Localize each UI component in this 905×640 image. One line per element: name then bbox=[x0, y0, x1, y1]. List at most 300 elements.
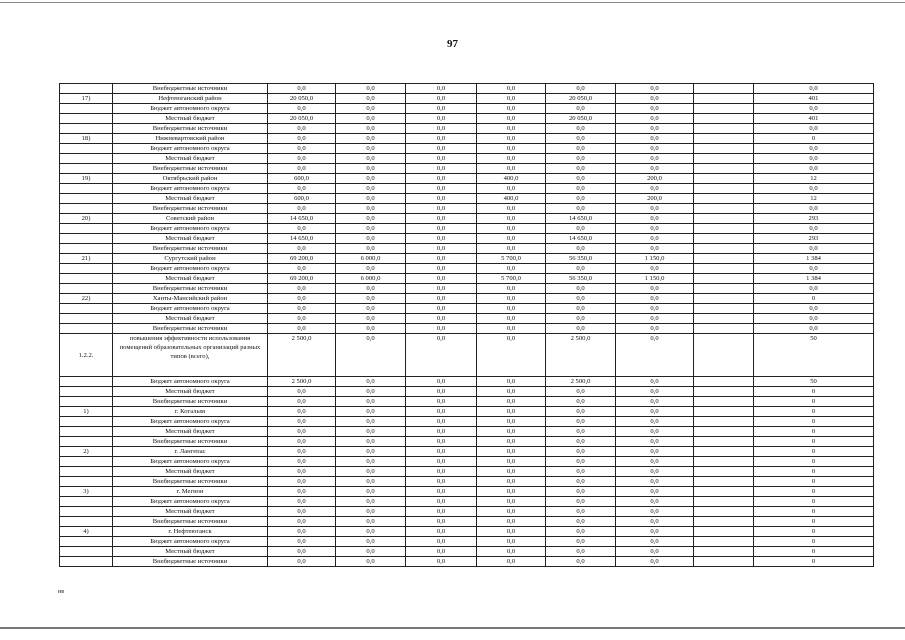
cell-v3: 0,0 bbox=[406, 254, 477, 264]
cell-v6: 0,0 bbox=[616, 164, 694, 174]
cell-v7 bbox=[694, 224, 754, 234]
cell-v7 bbox=[694, 457, 754, 467]
cell-v7 bbox=[694, 94, 754, 104]
cell-v4: 0,0 bbox=[477, 124, 546, 134]
cell-v1: 0,0 bbox=[268, 547, 336, 557]
cell-v2: 0,0 bbox=[336, 467, 406, 477]
table-row bbox=[60, 314, 874, 324]
row-code bbox=[60, 314, 113, 324]
cell-v4: 0,0 bbox=[477, 104, 546, 114]
cell-v8: 1 384 bbox=[754, 254, 874, 264]
row-name: г. Лангепас bbox=[113, 447, 268, 457]
cell-v6: 0,0 bbox=[616, 84, 694, 94]
cell-v1: 2 500,0 bbox=[268, 334, 336, 377]
cell-v4: 0,0 bbox=[477, 497, 546, 507]
cell-v7 bbox=[694, 164, 754, 174]
cell-v7 bbox=[694, 477, 754, 487]
cell-v4: 0,0 bbox=[477, 234, 546, 244]
cell-v7 bbox=[694, 134, 754, 144]
cell-v1: 600,0 bbox=[268, 174, 336, 184]
table-body-section-1-2-2 bbox=[60, 334, 874, 377]
cell-v2: 0,0 bbox=[336, 214, 406, 224]
row-code bbox=[60, 324, 113, 334]
cell-v2: 0,0 bbox=[336, 507, 406, 517]
cell-v4: 0,0 bbox=[477, 184, 546, 194]
cell-v3: 0,0 bbox=[406, 294, 477, 304]
row-name: Бюджет автономного округа bbox=[113, 417, 268, 427]
row-code bbox=[60, 224, 113, 234]
cell-v6: 0,0 bbox=[616, 224, 694, 234]
row-name: Местный бюджет bbox=[113, 547, 268, 557]
cell-v8: 0,0 bbox=[754, 244, 874, 254]
row-code: 19) bbox=[60, 174, 113, 184]
cell-v5: 14 650,0 bbox=[546, 214, 616, 224]
cell-v4: 0,0 bbox=[477, 134, 546, 144]
cell-v5: 0,0 bbox=[546, 477, 616, 487]
table-row bbox=[60, 164, 874, 174]
cell-v5: 2 500,0 bbox=[546, 334, 616, 377]
cell-v1: 0,0 bbox=[268, 527, 336, 537]
cell-v8: 0 bbox=[754, 487, 874, 497]
table-body-districts bbox=[60, 84, 874, 334]
cell-v6: 0,0 bbox=[616, 284, 694, 294]
cell-v1: 0,0 bbox=[268, 397, 336, 407]
row-name: Нижневартовский район bbox=[113, 134, 268, 144]
row-name: Ханты-Мансийский район bbox=[113, 294, 268, 304]
cell-v1: 0,0 bbox=[268, 427, 336, 437]
cell-v8: 0,0 bbox=[754, 284, 874, 294]
cell-v2: 0,0 bbox=[336, 114, 406, 124]
table-row bbox=[60, 174, 874, 184]
table-row bbox=[60, 264, 874, 274]
cell-v1: 0,0 bbox=[268, 507, 336, 517]
cell-v2: 0,0 bbox=[336, 84, 406, 94]
table-row bbox=[60, 447, 874, 457]
cell-v1: 0,0 bbox=[268, 517, 336, 527]
cell-v2: 0,0 bbox=[336, 547, 406, 557]
cell-v1: 600,0 bbox=[268, 194, 336, 204]
cell-v5: 0,0 bbox=[546, 294, 616, 304]
cell-v1: 0,0 bbox=[268, 294, 336, 304]
cell-v2: 0,0 bbox=[336, 427, 406, 437]
cell-v8: 0 bbox=[754, 527, 874, 537]
cell-v7 bbox=[694, 334, 754, 377]
cell-v6: 0,0 bbox=[616, 547, 694, 557]
cell-v2: 0,0 bbox=[336, 447, 406, 457]
cell-v7 bbox=[694, 174, 754, 184]
row-code bbox=[60, 537, 113, 547]
cell-v1: 0,0 bbox=[268, 557, 336, 567]
cell-v6: 0,0 bbox=[616, 154, 694, 164]
cell-v7 bbox=[694, 427, 754, 437]
row-name: Местный бюджет bbox=[113, 114, 268, 124]
cell-v2: 0,0 bbox=[336, 517, 406, 527]
cell-v3: 0,0 bbox=[406, 224, 477, 234]
cell-v7 bbox=[694, 204, 754, 214]
row-code bbox=[60, 274, 113, 284]
cell-v7 bbox=[694, 124, 754, 134]
cell-v4: 0,0 bbox=[477, 417, 546, 427]
cell-v1: 0,0 bbox=[268, 487, 336, 497]
cell-v2: 0,0 bbox=[336, 194, 406, 204]
cell-v4: 0,0 bbox=[477, 457, 546, 467]
row-code: 2) bbox=[60, 447, 113, 457]
row-name: Октябрьский район bbox=[113, 174, 268, 184]
cell-v2: 0,0 bbox=[336, 164, 406, 174]
cell-v3: 0,0 bbox=[406, 304, 477, 314]
cell-v7 bbox=[694, 377, 754, 387]
cell-v3: 0,0 bbox=[406, 467, 477, 477]
cell-v4: 5 700,0 bbox=[477, 274, 546, 284]
cell-v2: 0,0 bbox=[336, 154, 406, 164]
cell-v4: 0,0 bbox=[477, 407, 546, 417]
cell-v8: 0 bbox=[754, 437, 874, 447]
cell-v2: 0,0 bbox=[336, 104, 406, 114]
cell-v4: 0,0 bbox=[477, 314, 546, 324]
table-row bbox=[60, 477, 874, 487]
cell-v3: 0,0 bbox=[406, 497, 477, 507]
cell-v5: 2 500,0 bbox=[546, 377, 616, 387]
row-code bbox=[60, 244, 113, 254]
cell-v6: 0,0 bbox=[616, 497, 694, 507]
cell-v6: 0,0 bbox=[616, 447, 694, 457]
top-scan-line bbox=[0, 2, 905, 3]
table-row bbox=[60, 184, 874, 194]
cell-v5: 0,0 bbox=[546, 124, 616, 134]
cell-v4: 0,0 bbox=[477, 477, 546, 487]
cell-v1: 20 050,0 bbox=[268, 114, 336, 124]
table-row bbox=[60, 547, 874, 557]
cell-v2: 0,0 bbox=[336, 304, 406, 314]
cell-v8: 0,0 bbox=[754, 184, 874, 194]
cell-v8: 0,0 bbox=[754, 304, 874, 314]
table-row bbox=[60, 134, 874, 144]
cell-v4: 0,0 bbox=[477, 244, 546, 254]
cell-v8: 0 bbox=[754, 457, 874, 467]
cell-v2: 0,0 bbox=[336, 537, 406, 547]
cell-v5: 56 350,0 bbox=[546, 254, 616, 264]
cell-v8: 50 bbox=[754, 377, 874, 387]
cell-v7 bbox=[694, 314, 754, 324]
row-name: Внебюджетные источники bbox=[113, 84, 268, 94]
cell-v3: 0,0 bbox=[406, 334, 477, 377]
row-code bbox=[60, 264, 113, 274]
cell-v3: 0,0 bbox=[406, 114, 477, 124]
cell-v3: 0,0 bbox=[406, 134, 477, 144]
cell-v5: 0,0 bbox=[546, 204, 616, 214]
table-row bbox=[60, 114, 874, 124]
cell-v2: 0,0 bbox=[336, 477, 406, 487]
row-code: 18) bbox=[60, 134, 113, 144]
cell-v5: 0,0 bbox=[546, 397, 616, 407]
cell-v3: 0,0 bbox=[406, 537, 477, 547]
cell-v8: 12 bbox=[754, 174, 874, 184]
row-code bbox=[60, 417, 113, 427]
cell-v3: 0,0 bbox=[406, 184, 477, 194]
cell-v2: 0,0 bbox=[336, 527, 406, 537]
row-name: г. Нефтеюганск bbox=[113, 527, 268, 537]
cell-v8: 0,0 bbox=[754, 144, 874, 154]
row-name: Бюджет автономного округа bbox=[113, 104, 268, 114]
cell-v5: 0,0 bbox=[546, 134, 616, 144]
table-row bbox=[60, 94, 874, 104]
cell-v4: 0,0 bbox=[477, 84, 546, 94]
cell-v4: 0,0 bbox=[477, 164, 546, 174]
cell-v6: 0,0 bbox=[616, 314, 694, 324]
cell-v4: 0,0 bbox=[477, 264, 546, 274]
cell-v7 bbox=[694, 487, 754, 497]
cell-v1: 0,0 bbox=[268, 134, 336, 144]
table-row bbox=[60, 284, 874, 294]
row-code bbox=[60, 467, 113, 477]
cell-v3: 0,0 bbox=[406, 204, 477, 214]
cell-v6: 0,0 bbox=[616, 324, 694, 334]
cell-v3: 0,0 bbox=[406, 377, 477, 387]
table-row bbox=[60, 244, 874, 254]
table-row bbox=[60, 224, 874, 234]
cell-v3: 0,0 bbox=[406, 447, 477, 457]
row-name: Местный бюджет bbox=[113, 387, 268, 397]
cell-v6: 0,0 bbox=[616, 397, 694, 407]
cell-v3: 0,0 bbox=[406, 124, 477, 134]
cell-v6: 1 150,0 bbox=[616, 254, 694, 264]
cell-v4: 0,0 bbox=[477, 467, 546, 477]
page-number: 97 bbox=[447, 38, 458, 50]
row-code bbox=[60, 557, 113, 567]
cell-v1: 0,0 bbox=[268, 204, 336, 214]
row-name: Местный бюджет bbox=[113, 194, 268, 204]
cell-v2: 0,0 bbox=[336, 224, 406, 234]
cell-v8: 0 bbox=[754, 294, 874, 304]
cell-v1: 69 200,0 bbox=[268, 254, 336, 264]
cell-v3: 0,0 bbox=[406, 407, 477, 417]
cell-v6: 0,0 bbox=[616, 437, 694, 447]
cell-v1: 20 050,0 bbox=[268, 94, 336, 104]
cell-v4: 5 700,0 bbox=[477, 254, 546, 264]
cell-v2: 0,0 bbox=[336, 407, 406, 417]
cell-v5: 0,0 bbox=[546, 547, 616, 557]
cell-v6: 0,0 bbox=[616, 477, 694, 487]
cell-v7 bbox=[694, 304, 754, 314]
row-name: Бюджет автономного округа bbox=[113, 184, 268, 194]
row-name: Бюджет автономного округа bbox=[113, 304, 268, 314]
cell-v7 bbox=[694, 144, 754, 154]
cell-v1: 0,0 bbox=[268, 124, 336, 134]
cell-v3: 0,0 bbox=[406, 244, 477, 254]
cell-v7 bbox=[694, 274, 754, 284]
table-row bbox=[60, 497, 874, 507]
cell-v3: 0,0 bbox=[406, 457, 477, 467]
row-name: Внебюджетные источники bbox=[113, 244, 268, 254]
cell-v5: 0,0 bbox=[546, 517, 616, 527]
cell-v5: 0,0 bbox=[546, 84, 616, 94]
cell-v4: 0,0 bbox=[477, 507, 546, 517]
row-code: 1.2.2. bbox=[60, 334, 113, 377]
cell-v7 bbox=[694, 447, 754, 457]
row-code bbox=[60, 497, 113, 507]
cell-v6: 200,0 bbox=[616, 194, 694, 204]
cell-v5: 0,0 bbox=[546, 417, 616, 427]
cell-v3: 0,0 bbox=[406, 164, 477, 174]
cell-v3: 0,0 bbox=[406, 557, 477, 567]
cell-v7 bbox=[694, 194, 754, 204]
cell-v2: 0,0 bbox=[336, 334, 406, 377]
cell-v7 bbox=[694, 497, 754, 507]
cell-v7 bbox=[694, 517, 754, 527]
cell-v6: 0,0 bbox=[616, 334, 694, 377]
cell-v4: 0,0 bbox=[477, 324, 546, 334]
cell-v5: 0,0 bbox=[546, 447, 616, 457]
cell-v2: 0,0 bbox=[336, 497, 406, 507]
cell-v8: 0 bbox=[754, 507, 874, 517]
cell-v8: 0 bbox=[754, 497, 874, 507]
section-row-1-2-2 bbox=[60, 334, 874, 377]
cell-v1: 2 500,0 bbox=[268, 377, 336, 387]
cell-v5: 0,0 bbox=[546, 437, 616, 447]
cell-v4: 0,0 bbox=[477, 437, 546, 447]
cell-v2: 0,0 bbox=[336, 324, 406, 334]
cell-v2: 6 000,0 bbox=[336, 274, 406, 284]
cell-v2: 0,0 bbox=[336, 457, 406, 467]
cell-v5: 0,0 bbox=[546, 244, 616, 254]
cell-v2: 0,0 bbox=[336, 417, 406, 427]
row-name: Внебюджетные источники bbox=[113, 284, 268, 294]
cell-v8: 0,0 bbox=[754, 164, 874, 174]
cell-v6: 0,0 bbox=[616, 144, 694, 154]
cell-v6: 0,0 bbox=[616, 457, 694, 467]
cell-v3: 0,0 bbox=[406, 214, 477, 224]
cell-v7 bbox=[694, 214, 754, 224]
cell-v2: 0,0 bbox=[336, 264, 406, 274]
cell-v3: 0,0 bbox=[406, 264, 477, 274]
cell-v5: 0,0 bbox=[546, 537, 616, 547]
cell-v6: 0,0 bbox=[616, 557, 694, 567]
table-row bbox=[60, 437, 874, 447]
table-row bbox=[60, 377, 874, 387]
cell-v1: 0,0 bbox=[268, 447, 336, 457]
cell-v5: 0,0 bbox=[546, 194, 616, 204]
cell-v4: 0,0 bbox=[477, 214, 546, 224]
cell-v5: 14 650,0 bbox=[546, 234, 616, 244]
row-name: Сургутский район bbox=[113, 254, 268, 264]
cell-v8: 401 bbox=[754, 94, 874, 104]
cell-v3: 0,0 bbox=[406, 84, 477, 94]
cell-v7 bbox=[694, 397, 754, 407]
row-name: Внебюджетные источники bbox=[113, 164, 268, 174]
cell-v3: 0,0 bbox=[406, 94, 477, 104]
row-code bbox=[60, 164, 113, 174]
cell-v6: 200,0 bbox=[616, 174, 694, 184]
cell-v1: 0,0 bbox=[268, 497, 336, 507]
cell-v6: 0,0 bbox=[616, 184, 694, 194]
cell-v4: 0,0 bbox=[477, 224, 546, 234]
cell-v6: 0,0 bbox=[616, 304, 694, 314]
cell-v5: 20 050,0 bbox=[546, 114, 616, 124]
cell-v4: 0,0 bbox=[477, 397, 546, 407]
table-row bbox=[60, 234, 874, 244]
cell-v2: 0,0 bbox=[336, 94, 406, 104]
cell-v6: 0,0 bbox=[616, 114, 694, 124]
cell-v4: 0,0 bbox=[477, 94, 546, 104]
cell-v7 bbox=[694, 537, 754, 547]
cell-v6: 0,0 bbox=[616, 204, 694, 214]
cell-v2: 6 000,0 bbox=[336, 254, 406, 264]
cell-v5: 0,0 bbox=[546, 407, 616, 417]
cell-v8: 0,0 bbox=[754, 314, 874, 324]
cell-v8: 12 bbox=[754, 194, 874, 204]
cell-v1: 0,0 bbox=[268, 324, 336, 334]
cell-v8: 401 bbox=[754, 114, 874, 124]
table-row bbox=[60, 527, 874, 537]
cell-v8: 0 bbox=[754, 467, 874, 477]
cell-v5: 0,0 bbox=[546, 284, 616, 294]
cell-v3: 0,0 bbox=[406, 427, 477, 437]
row-code: 17) bbox=[60, 94, 113, 104]
table-row bbox=[60, 537, 874, 547]
row-code bbox=[60, 114, 113, 124]
cell-v7 bbox=[694, 417, 754, 427]
cell-v6: 0,0 bbox=[616, 244, 694, 254]
row-code bbox=[60, 124, 113, 134]
cell-v8: 0 bbox=[754, 397, 874, 407]
table-row bbox=[60, 457, 874, 467]
cell-v3: 0,0 bbox=[406, 284, 477, 294]
cell-v4: 0,0 bbox=[477, 447, 546, 457]
cell-v5: 0,0 bbox=[546, 557, 616, 567]
cell-v1: 0,0 bbox=[268, 224, 336, 234]
cell-v3: 0,0 bbox=[406, 314, 477, 324]
row-code: 4) bbox=[60, 527, 113, 537]
cell-v1: 0,0 bbox=[268, 144, 336, 154]
row-code bbox=[60, 204, 113, 214]
cell-v6: 0,0 bbox=[616, 407, 694, 417]
cell-v6: 1 150,0 bbox=[616, 274, 694, 284]
cell-v2: 0,0 bbox=[336, 437, 406, 447]
row-name: Внебюджетные источники bbox=[113, 557, 268, 567]
cell-v1: 14 650,0 bbox=[268, 234, 336, 244]
cell-v5: 0,0 bbox=[546, 387, 616, 397]
cell-v5: 0,0 bbox=[546, 427, 616, 437]
cell-v8: 50 bbox=[754, 334, 874, 377]
cell-v5: 0,0 bbox=[546, 264, 616, 274]
row-code bbox=[60, 234, 113, 244]
cell-v6: 0,0 bbox=[616, 234, 694, 244]
table-row bbox=[60, 84, 874, 94]
cell-v5: 0,0 bbox=[546, 497, 616, 507]
cell-v8: 0 bbox=[754, 134, 874, 144]
row-name: Бюджет автономного округа bbox=[113, 224, 268, 234]
cell-v3: 0,0 bbox=[406, 174, 477, 184]
cell-v6: 0,0 bbox=[616, 94, 694, 104]
cell-v4: 0,0 bbox=[477, 387, 546, 397]
cell-v5: 0,0 bbox=[546, 154, 616, 164]
table-row bbox=[60, 324, 874, 334]
row-code bbox=[60, 144, 113, 154]
cell-v8: 293 bbox=[754, 214, 874, 224]
cell-v2: 0,0 bbox=[336, 557, 406, 567]
row-name: Бюджет автономного округа bbox=[113, 144, 268, 154]
table-row bbox=[60, 214, 874, 224]
cell-v4: 0,0 bbox=[477, 284, 546, 294]
row-name: Бюджет автономного округа bbox=[113, 377, 268, 387]
cell-v7 bbox=[694, 294, 754, 304]
cell-v8: 0,0 bbox=[754, 124, 874, 134]
row-name: Бюджет автономного округа bbox=[113, 457, 268, 467]
cell-v3: 0,0 bbox=[406, 417, 477, 427]
cell-v1: 0,0 bbox=[268, 84, 336, 94]
cell-v6: 0,0 bbox=[616, 104, 694, 114]
budget-table bbox=[59, 83, 874, 567]
